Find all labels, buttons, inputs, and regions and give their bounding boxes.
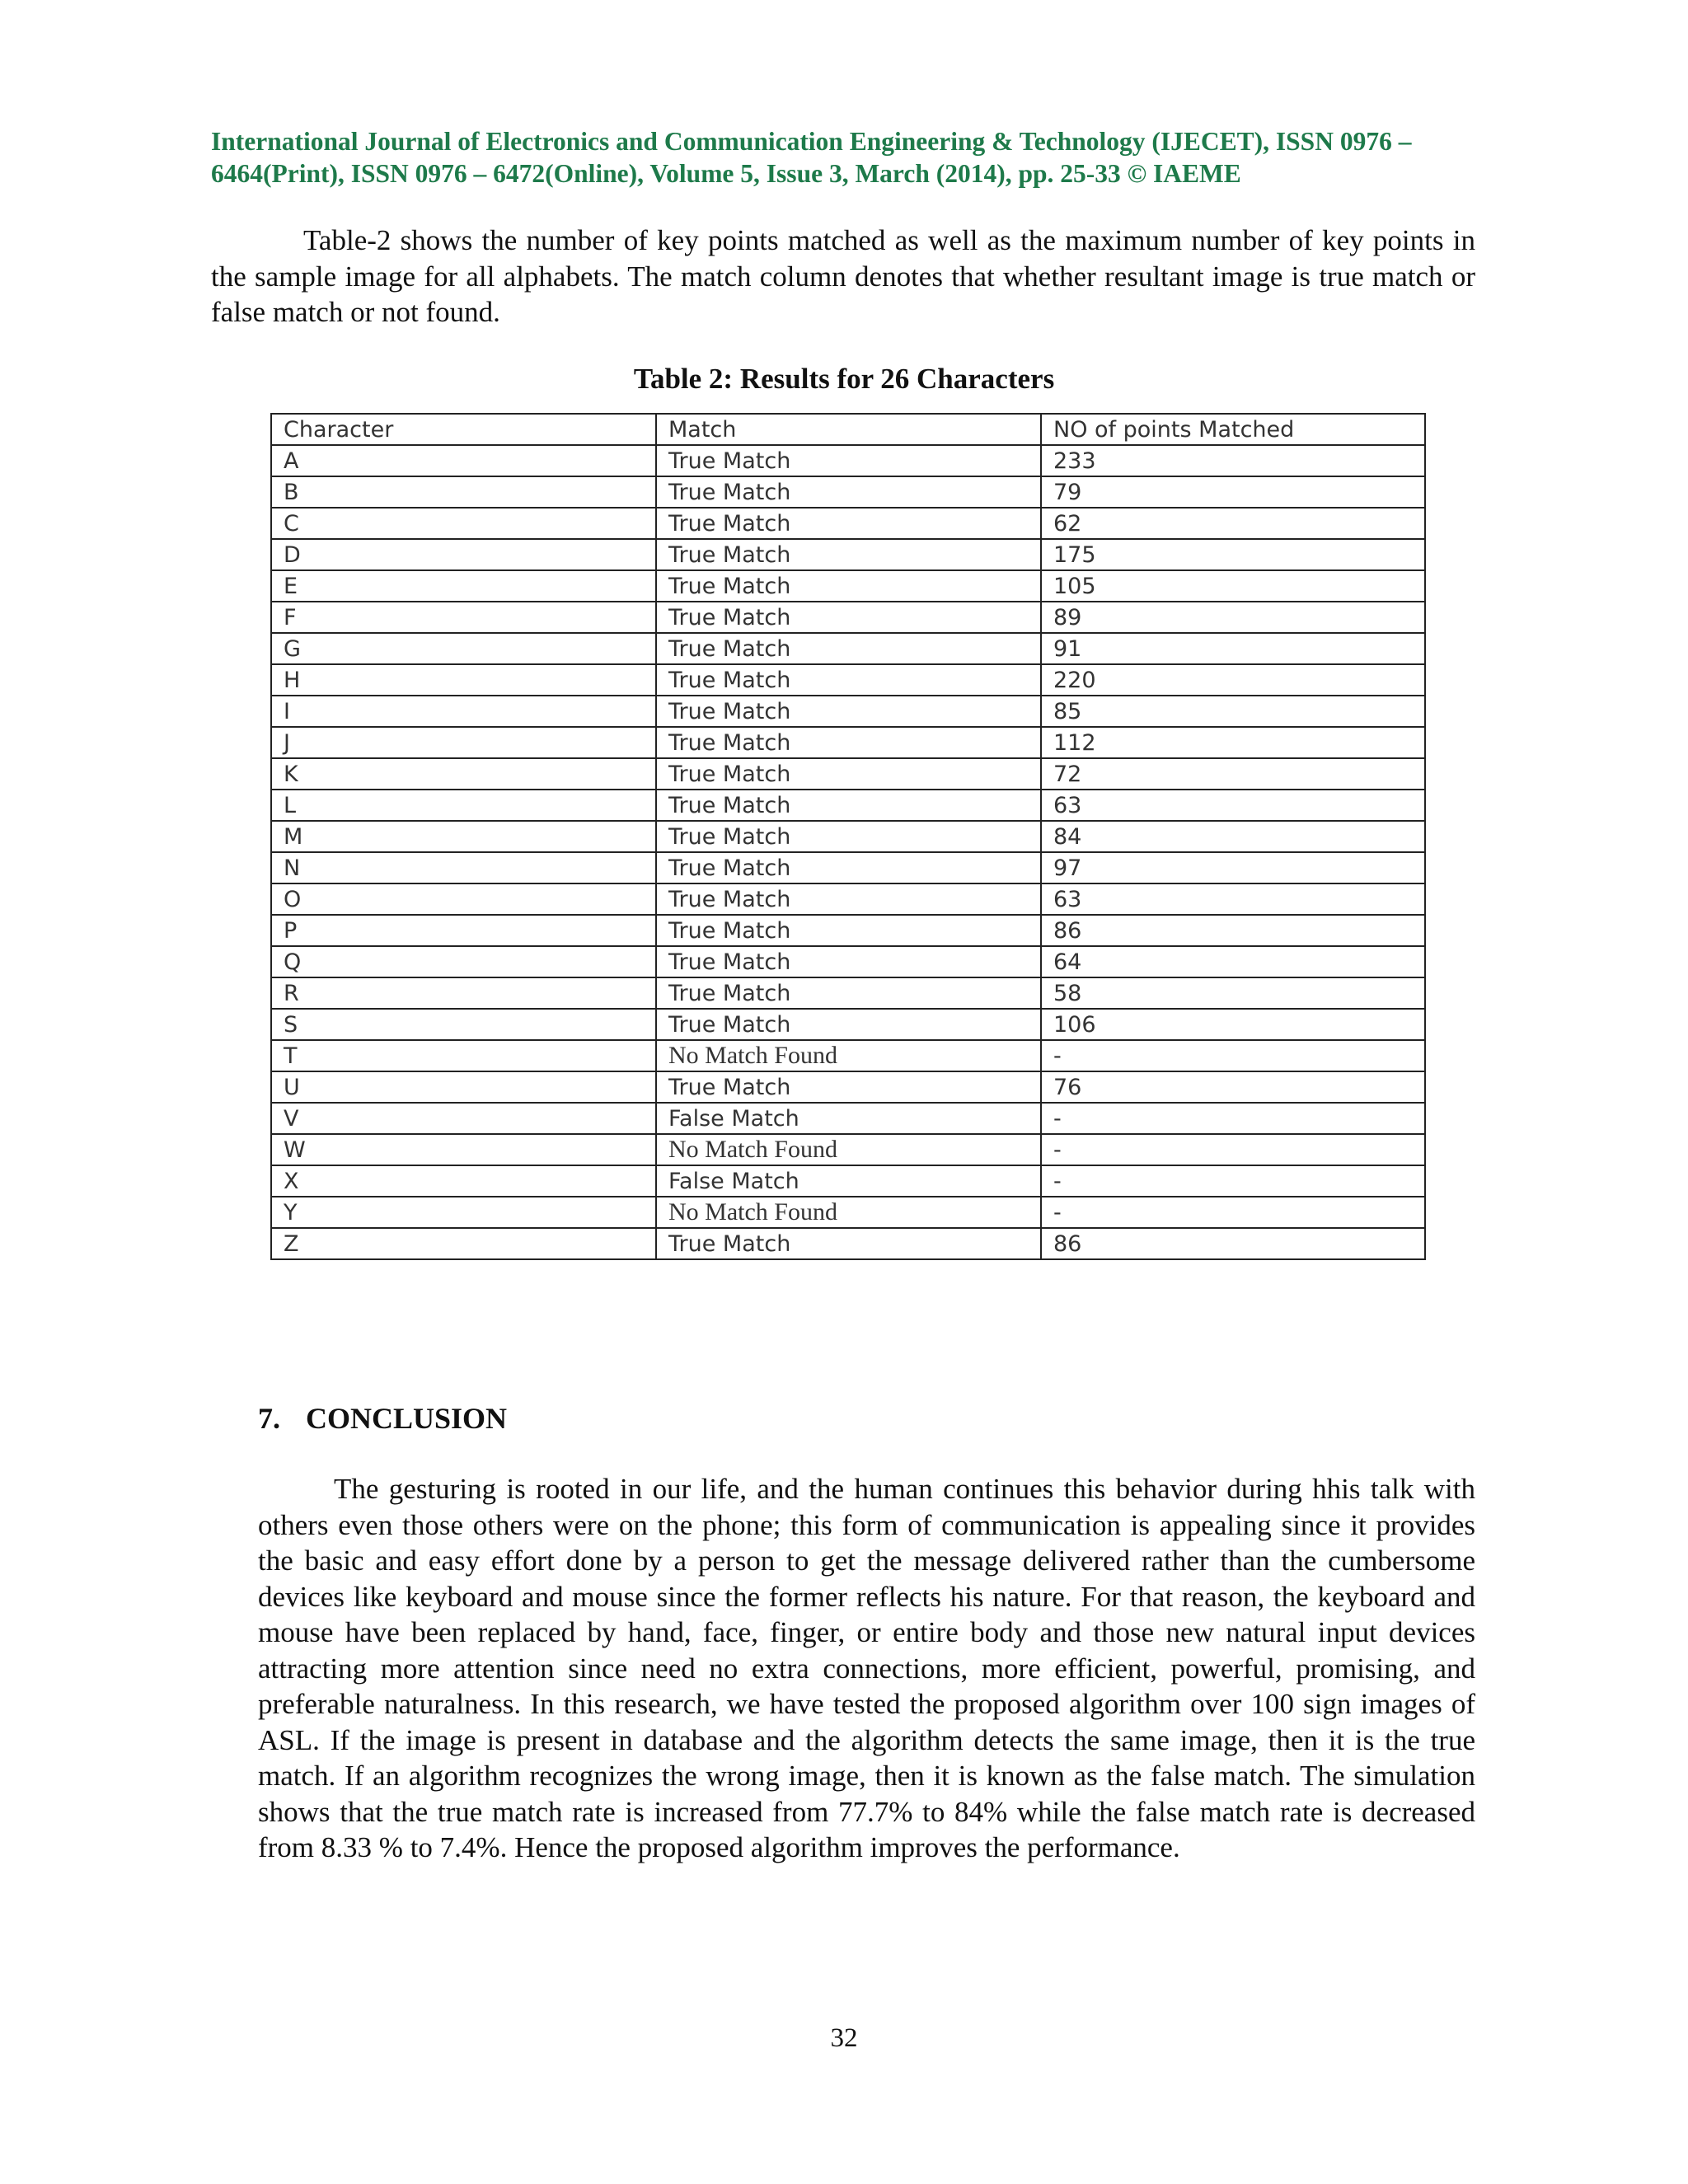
cell-points: 233: [1041, 445, 1425, 476]
cell-match: True Match: [656, 977, 1041, 1009]
cell-points: 72: [1041, 758, 1425, 790]
cell-points: 85: [1041, 696, 1425, 727]
table-header-row: [271, 414, 1425, 445]
cell-match: True Match: [656, 852, 1041, 883]
cell-character: G: [271, 633, 656, 664]
cell-points: 76: [1041, 1071, 1425, 1103]
cell-character: D: [271, 539, 656, 570]
cell-character: J: [271, 727, 656, 758]
cell-character: Q: [271, 946, 656, 977]
table-row: [271, 633, 1425, 664]
table-row: [271, 664, 1425, 696]
cell-match: True Match: [656, 1009, 1041, 1040]
table-row: [271, 977, 1425, 1009]
cell-character: C: [271, 508, 656, 539]
cell-points: 175: [1041, 539, 1425, 570]
table-row: [271, 852, 1425, 883]
intro-text: Table-2 shows the number of key points matched as well as the maximum number of key points in the sample image for all alphabets. The match column denotes that whether resultant image is true match or false match or not found.: [211, 224, 1475, 328]
cell-match: True Match: [656, 1228, 1041, 1259]
cell-points: 79: [1041, 476, 1425, 508]
cell-points: 105: [1041, 570, 1425, 602]
cell-points: -: [1041, 1134, 1425, 1165]
column-header-character: Character: [271, 414, 656, 445]
table-row: [271, 1228, 1425, 1259]
cell-match: False Match: [656, 1103, 1041, 1134]
cell-character: X: [271, 1165, 656, 1197]
cell-points: 97: [1041, 852, 1425, 883]
cell-points: 84: [1041, 821, 1425, 852]
cell-points: 86: [1041, 915, 1425, 946]
cell-character: O: [271, 883, 656, 915]
cell-match: True Match: [656, 727, 1041, 758]
cell-points: -: [1041, 1040, 1425, 1071]
page-number: 32: [830, 2023, 858, 2053]
intro-paragraph: [211, 223, 1475, 330]
table-row: [271, 727, 1425, 758]
section-number: 7.: [258, 1402, 280, 1435]
cell-character: B: [271, 476, 656, 508]
cell-match: True Match: [656, 946, 1041, 977]
cell-character: M: [271, 821, 656, 852]
cell-character: K: [271, 758, 656, 790]
table-row: [271, 602, 1425, 633]
table-row: [271, 1040, 1425, 1071]
cell-match: True Match: [656, 821, 1041, 852]
journal-header: International Journal of Electronics and Communication Engineering & Technology (IJECET), ISSN 0976 – 6464(Print), ISSN 0976 – 6472(Online), Volume 5, Issue 3, March (2014), pp. 25-33 © IAEME: [211, 127, 1412, 188]
cell-points: -: [1041, 1197, 1425, 1228]
cell-points: -: [1041, 1165, 1425, 1197]
cell-points: 62: [1041, 508, 1425, 539]
cell-match: True Match: [656, 602, 1041, 633]
column-header-points: NO of points Matched: [1041, 414, 1425, 445]
table-row: [271, 1197, 1425, 1228]
table-row: [271, 883, 1425, 915]
conclusion-paragraph: [258, 1471, 1475, 1866]
table-row: [271, 821, 1425, 852]
table-row: [271, 1165, 1425, 1197]
cell-match: True Match: [656, 539, 1041, 570]
cell-match: True Match: [656, 883, 1041, 915]
cell-character: E: [271, 570, 656, 602]
cell-points: 220: [1041, 664, 1425, 696]
cell-character: F: [271, 602, 656, 633]
cell-match: No Match Found: [656, 1040, 1041, 1071]
cell-character: Z: [271, 1228, 656, 1259]
cell-character: N: [271, 852, 656, 883]
cell-match: True Match: [656, 758, 1041, 790]
section-title: CONCLUSION: [306, 1402, 508, 1435]
conclusion-text: The gesturing is rooted in our life, and the human continues this behavior during hhis talk with others even those others were on the phone; this form of communication is appealing since it provides the basic and easy effort done by a person to get the message delivered rather than the cumbersome devices like keyboard and mouse since the former reflects his nature. For that reason, the keyboard and mouse have been replaced by hand, face, finger, or entire body and those new natural input devices attracting more attention since need no extra connections, more efficient, powerful, promising, and preferable naturalness. In this research, we have tested the proposed algorithm over 100 sign images of ASL. If the image is present in database and the algorithm detects the same image, then it is the true match. If an algorithm recognizes the wrong image, then it is known as the false match. The simulation shows that the true match rate is increased from 77.7% to 84% while the false match rate is decreased from 8.33 % to 7.4%. Hence the proposed algorithm improves the performance.: [258, 1473, 1475, 1863]
table-row: [271, 915, 1425, 946]
cell-points: 64: [1041, 946, 1425, 977]
cell-character: I: [271, 696, 656, 727]
column-header-match: Match: [656, 414, 1041, 445]
table-row: [271, 758, 1425, 790]
table-row: [271, 539, 1425, 570]
table-row: [271, 696, 1425, 727]
cell-points: -: [1041, 1103, 1425, 1134]
table-row: [271, 445, 1425, 476]
table-body: [271, 445, 1425, 1259]
cell-character: W: [271, 1134, 656, 1165]
cell-match: True Match: [656, 664, 1041, 696]
table-row: [271, 790, 1425, 821]
cell-match: False Match: [656, 1165, 1041, 1197]
cell-points: 112: [1041, 727, 1425, 758]
table-caption: Table 2: Results for 26 Characters: [633, 363, 1055, 395]
cell-points: 58: [1041, 977, 1425, 1009]
cell-points: 63: [1041, 790, 1425, 821]
cell-match: True Match: [656, 633, 1041, 664]
results-table: [270, 413, 1426, 1260]
table-row: [271, 946, 1425, 977]
cell-match: True Match: [656, 445, 1041, 476]
table-row: [271, 1103, 1425, 1134]
table-row: [271, 476, 1425, 508]
table-row: [271, 1009, 1425, 1040]
table-row: [271, 1134, 1425, 1165]
cell-character: S: [271, 1009, 656, 1040]
cell-match: No Match Found: [656, 1197, 1041, 1228]
cell-character: Y: [271, 1197, 656, 1228]
cell-character: A: [271, 445, 656, 476]
section-heading: [258, 1401, 507, 1436]
cell-match: True Match: [656, 1071, 1041, 1103]
table-row: [271, 508, 1425, 539]
cell-points: 89: [1041, 602, 1425, 633]
cell-match: No Match Found: [656, 1134, 1041, 1165]
table-row: [271, 570, 1425, 602]
cell-match: True Match: [656, 915, 1041, 946]
cell-match: True Match: [656, 570, 1041, 602]
cell-match: True Match: [656, 476, 1041, 508]
cell-character: T: [271, 1040, 656, 1071]
cell-character: R: [271, 977, 656, 1009]
cell-character: P: [271, 915, 656, 946]
cell-match: True Match: [656, 696, 1041, 727]
cell-points: 86: [1041, 1228, 1425, 1259]
cell-points: 106: [1041, 1009, 1425, 1040]
cell-character: V: [271, 1103, 656, 1134]
cell-character: U: [271, 1071, 656, 1103]
cell-points: 91: [1041, 633, 1425, 664]
cell-character: L: [271, 790, 656, 821]
cell-match: True Match: [656, 790, 1041, 821]
cell-match: True Match: [656, 508, 1041, 539]
cell-points: 63: [1041, 883, 1425, 915]
table-row: [271, 1071, 1425, 1103]
cell-character: H: [271, 664, 656, 696]
